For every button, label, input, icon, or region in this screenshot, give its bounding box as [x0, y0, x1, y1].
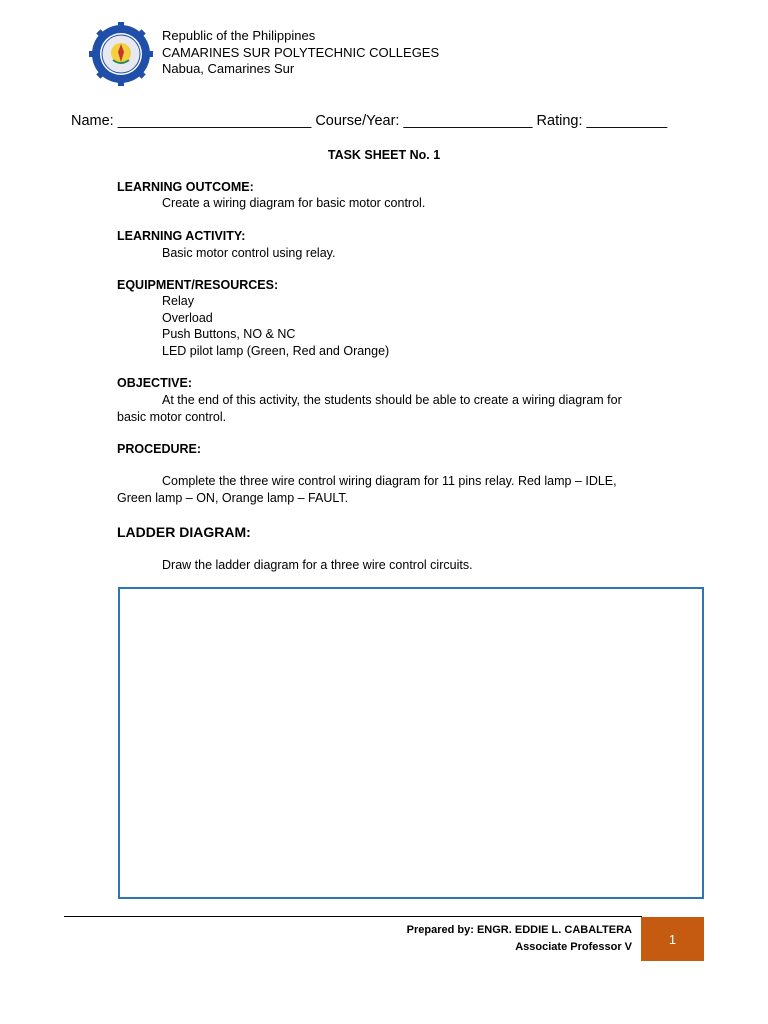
student-info-row — [71, 113, 667, 129]
equipment-item: LED pilot lamp (Green, Red and Orange) — [162, 344, 390, 358]
course-blank: ________________ — [403, 113, 533, 129]
equipment-item: Overload — [162, 311, 213, 325]
header-line-republic: Republic of the Philippines — [162, 28, 316, 43]
task-sheet-title: TASK SHEET No. 1 — [327, 148, 441, 162]
rating-label: Rating: — [536, 113, 583, 129]
objective-text-line1: At the end of this activity, the students should be able to create a wiring diagram for — [162, 393, 622, 407]
college-seal-icon — [89, 22, 153, 86]
ladder-diagram-heading: LADDER DIAGRAM: — [117, 524, 251, 540]
procedure-text-line1: Complete the three wire control wiring diagram for 11 pins relay. Red lamp – IDLE, — [162, 474, 617, 488]
equipment-item: Push Buttons, NO & NC — [162, 327, 296, 341]
footer-divider — [64, 916, 642, 917]
ladder-drawing-area[interactable] — [118, 587, 704, 899]
page-number: 1 — [668, 931, 677, 947]
name-blank: ________________________ — [117, 113, 312, 129]
objective-text-line2: basic motor control. — [117, 410, 227, 424]
author-position: Associate Professor V — [515, 941, 632, 953]
learning-outcome-heading: LEARNING OUTCOME: — [117, 180, 254, 194]
objective-heading: OBJECTIVE: — [117, 376, 193, 390]
procedure-heading: PROCEDURE: — [117, 442, 202, 456]
procedure-text-line2: Green lamp – ON, Orange lamp – FAULT. — [117, 491, 349, 505]
equipment-item: Relay — [162, 294, 194, 308]
institution-header — [162, 28, 439, 78]
page-number-badge — [641, 917, 704, 961]
footer-credits — [407, 922, 632, 956]
ladder-diagram-instruction: Draw the ladder diagram for a three wire control circuits. — [162, 558, 473, 572]
equipment-heading: EQUIPMENT/RESOURCES: — [117, 278, 279, 292]
header-line-location: Nabua, Camarines Sur — [162, 61, 295, 76]
name-label: Name: — [71, 113, 114, 129]
header-line-college: CAMARINES SUR POLYTECHNIC COLLEGES — [162, 44, 440, 60]
course-label: Course/Year: — [315, 113, 400, 129]
prepared-by: Prepared by: ENGR. EDDIE L. CABALTERA — [406, 924, 632, 936]
rating-blank: __________ — [586, 113, 668, 129]
learning-activity-text: Basic motor control using relay. — [162, 246, 336, 260]
learning-activity-heading: LEARNING ACTIVITY: — [117, 229, 246, 243]
learning-outcome-text: Create a wiring diagram for basic motor control. — [162, 196, 426, 210]
